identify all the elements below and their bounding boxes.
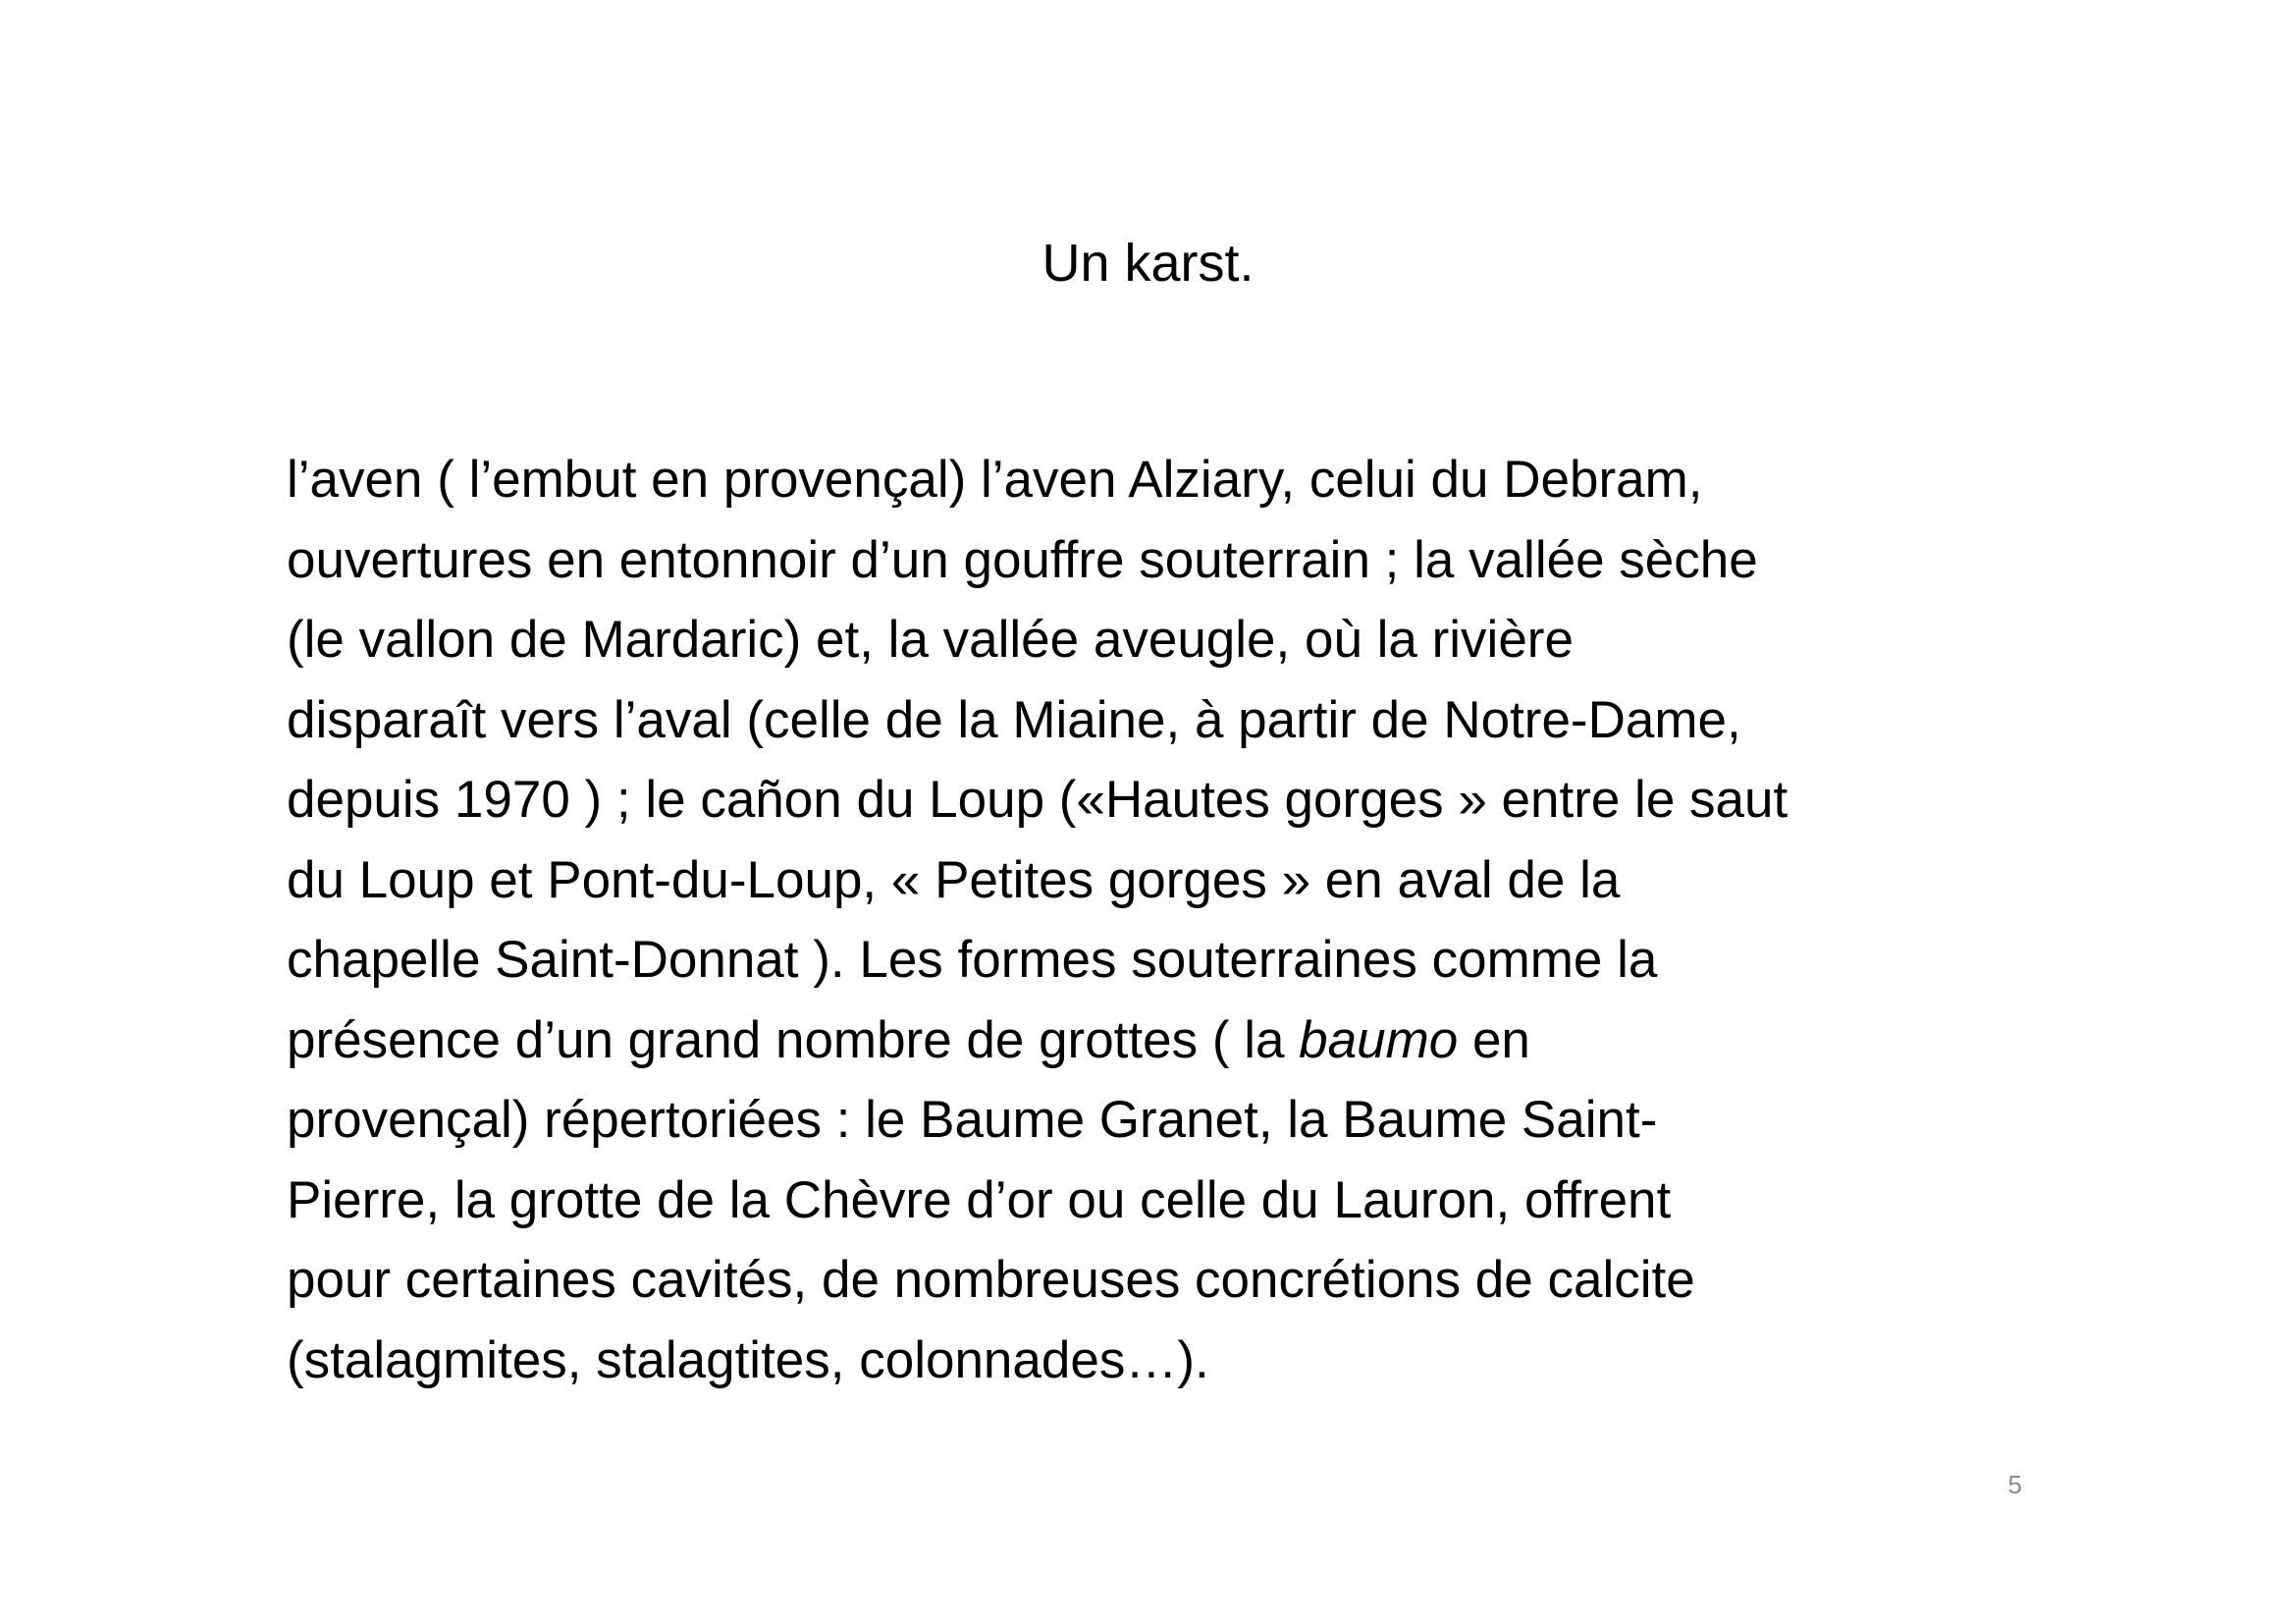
text-run: (stalagmites, stalagtites, colonnades…). [287, 1330, 1209, 1389]
text-run: du Loup et Pont-du-Loup, « Petites gorges » en aval de la [287, 850, 1621, 909]
body-line [287, 1240, 2034, 1321]
body-line [287, 440, 2034, 520]
text-run: présence d’un grand nombre de grottes ( la [287, 1010, 1300, 1069]
italic-term: baumo [1299, 1010, 1459, 1069]
body-line [287, 1321, 2034, 1401]
page-number: 5 [2007, 1470, 2022, 1499]
slide-title: Un karst. [1041, 234, 1255, 293]
body-text [287, 440, 2034, 1400]
body-line [287, 840, 2034, 921]
text-run: l’aven ( l’embut en provençal) l’aven Alziary, celui du Debram, [287, 451, 1703, 509]
text-run: provençal) répertoriées : le Baume Granet, la Baume Saint- [287, 1091, 1658, 1149]
text-run: chapelle Saint-Donnat ). Les formes souterraines comme la [287, 931, 1658, 989]
body-line [287, 1080, 2034, 1161]
body-line [287, 760, 2034, 840]
text-run: en [1458, 1010, 1530, 1069]
body-line [287, 680, 2034, 761]
text-run: pour certaines cavités, de nombreuses concrétions de calcite [287, 1251, 1695, 1309]
text-run: depuis 1970 ) ; le cañon du Loup («Hautes gorges » entre le saut [287, 771, 1789, 829]
body-line [287, 600, 2034, 680]
body-line [287, 520, 2034, 601]
body-line [287, 920, 2034, 1001]
text-run: ouvertures en entonnoir d’un gouffre souterrain ; la vallée sèche [287, 530, 1758, 589]
text-run: (le vallon de Mardaric) et, la vallée aveugle, où la rivière [287, 611, 1574, 669]
body-line [287, 1001, 2034, 1081]
text-run: Pierre, la grotte de la Chèvre d’or ou celle du Lauron, offrent [287, 1170, 1672, 1229]
body-line [287, 1161, 2034, 1241]
text-run: disparaît vers l’aval (celle de la Miaine, à partir de Notre-Dame, [287, 690, 1741, 749]
